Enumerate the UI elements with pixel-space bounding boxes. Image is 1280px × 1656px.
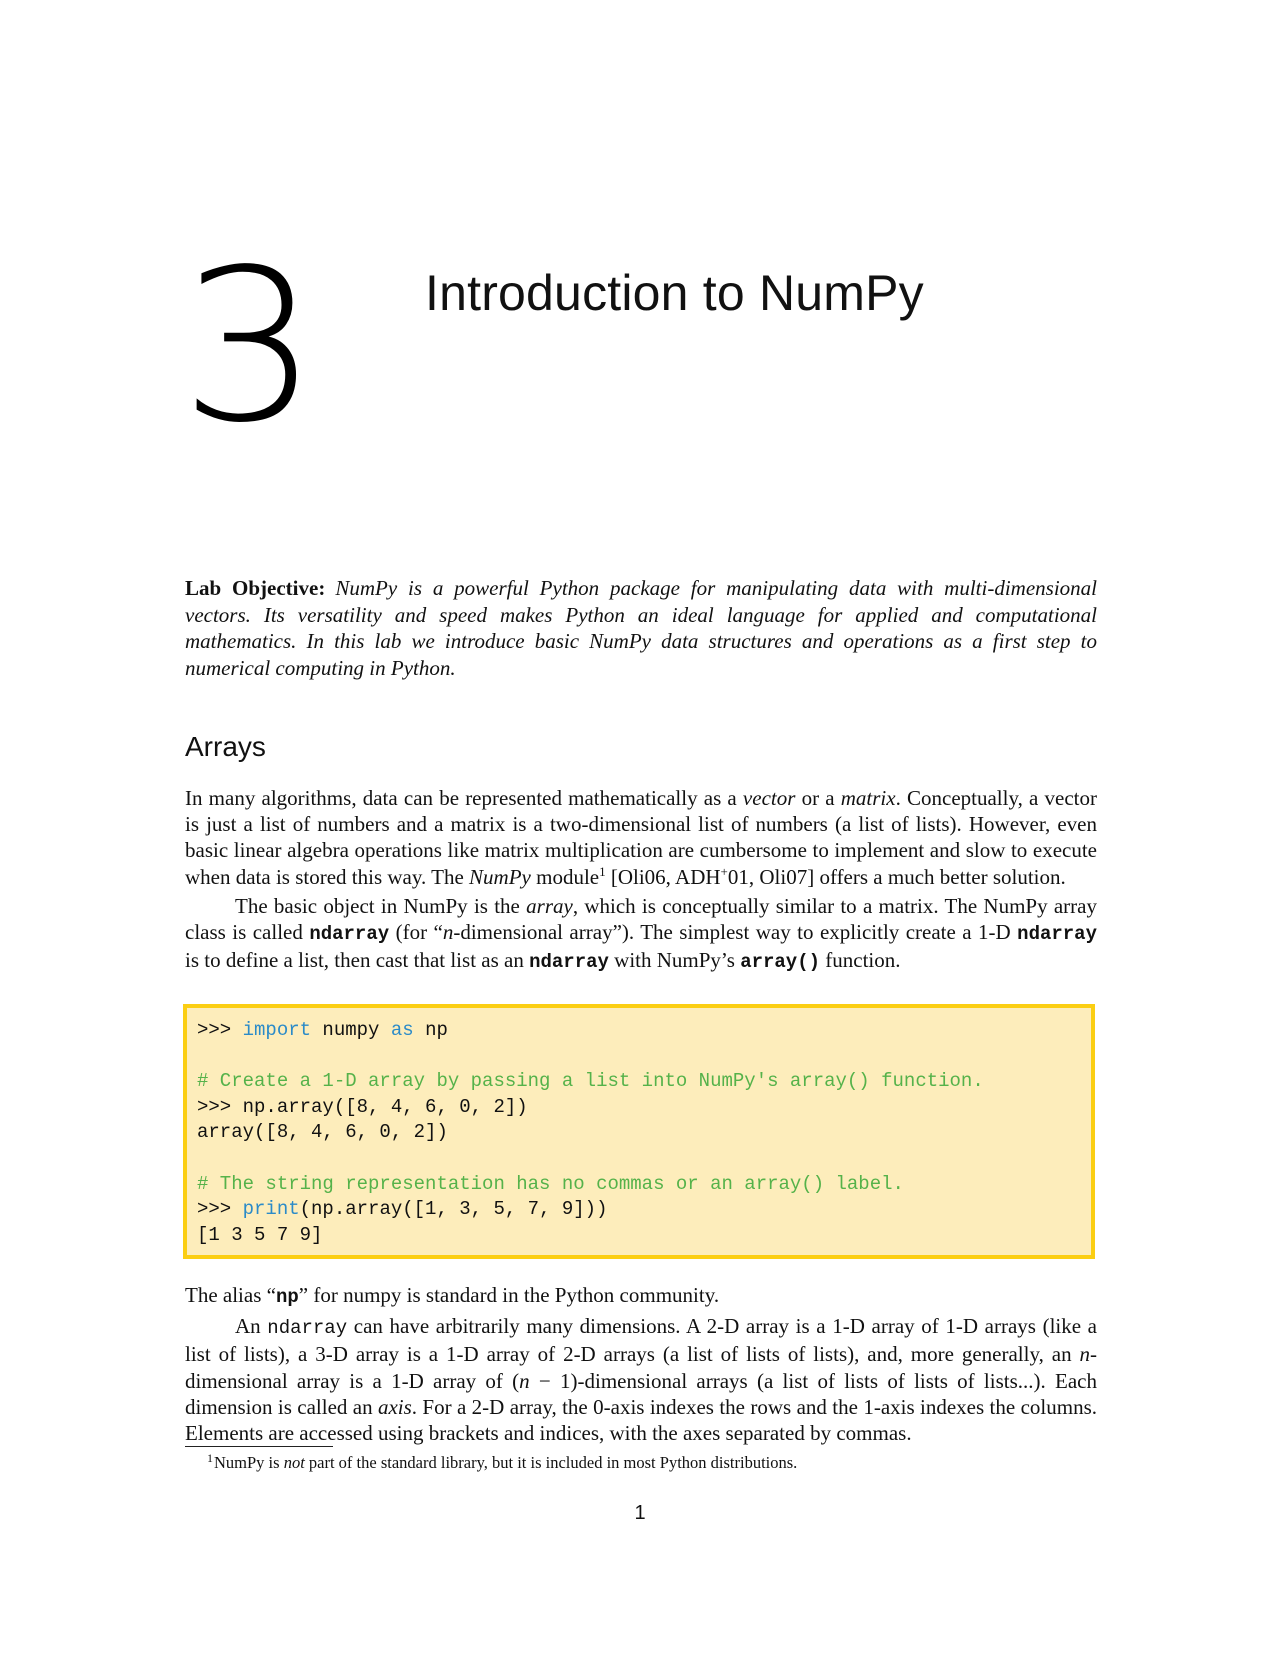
code-line-blank — [197, 1146, 1081, 1172]
text-run: -dimensional array is a 1-D array of ( — [185, 1342, 1097, 1393]
page-number: 1 — [634, 1502, 646, 1524]
citation-plus: + — [720, 863, 728, 879]
emphasis-not: not — [283, 1453, 305, 1472]
code-text: np — [413, 1019, 448, 1041]
code-line-blank — [197, 1044, 1081, 1070]
text-run: or a — [795, 786, 841, 810]
citation-text: [Oli06, ADH — [605, 864, 721, 889]
emphasis-n: n — [442, 920, 454, 945]
chapter-number: 3 — [180, 224, 319, 469]
inline-code-ndarray: ndarray — [267, 1317, 348, 1340]
emphasis-vector: vector — [742, 786, 796, 810]
code-comment: # Create a 1-D array by passing a list into NumPy's array() function. — [197, 1070, 984, 1093]
footnote-reference[interactable]: 1 — [599, 863, 606, 879]
emphasis-matrix: matrix — [840, 786, 896, 810]
section-heading-arrays: Arrays — [185, 731, 266, 762]
chapter-title: Introduction to NumPy — [425, 265, 924, 321]
inline-code-array-function: array() — [740, 951, 821, 974]
code-keyword-as: as — [390, 1019, 414, 1041]
footnote — [207, 1450, 798, 1473]
text-run: is to define a list, then cast that list as an — [185, 948, 530, 973]
text-run: − 1)-dimensional arrays (a list of lists of lists of lists...). Each dimension is called an — [185, 1368, 1097, 1419]
inline-code-ndarray: ndarray — [529, 951, 609, 974]
lab-objective — [185, 575, 1097, 681]
text-run: , which is conceptually similar to a matrix. The NumPy array class is called — [185, 893, 1097, 945]
text-run: The basic object in NumPy is the — [235, 893, 527, 918]
text-run: function. — [820, 948, 901, 973]
text-run: (for “ — [389, 920, 443, 945]
code-line — [197, 1197, 1081, 1223]
text-run: In many algorithms, data can be represented mathematically as a — [185, 786, 743, 810]
lab-objective-label: Lab Objective: — [185, 576, 326, 600]
text-run: with NumPy’s — [608, 948, 741, 973]
emphasis-axis: axis — [377, 1394, 412, 1419]
code-output: [1 3 5 7 9] — [197, 1223, 323, 1246]
code-prompt: >>> — [197, 1019, 243, 1041]
text-block-intro — [185, 785, 1097, 975]
paragraph-ndarray — [185, 893, 1097, 976]
text-run: . Conceptually, a vector is just a list of numbers and a matrix is a two-dimensional list of numbers (a list of lists). However, even basic linear algebra operations like matrix multiplication are cumbersome to implement and slow to execute when data is stored this way. The — [185, 786, 1097, 889]
code-keyword-print: print — [242, 1198, 300, 1221]
emphasis-numpy: NumPy — [469, 864, 531, 889]
footnote-divider — [185, 1446, 333, 1447]
code-comment: # The string representation has no commas or an array() label. — [197, 1172, 904, 1195]
code-line — [197, 1018, 1081, 1044]
inline-code-ndarray: ndarray — [1017, 923, 1097, 946]
text-run: module — [530, 864, 600, 889]
text-run: The alias “ — [185, 1283, 276, 1307]
code-prompt: >>> — [197, 1198, 243, 1221]
code-output: array([8, 4, 6, 0, 2]) — [197, 1121, 448, 1144]
text-run: ” for numpy is standard in the Python community. — [298, 1283, 720, 1307]
text-run: . For a 2-D array, the 0-axis indexes the rows and the 1-axis indexes the columns. Elements are accessed using brackets and indices, with the axes separated by commas. — [185, 1394, 1097, 1446]
code-text: (np.array([1, 3, 5, 7, 9])) — [299, 1198, 608, 1221]
text-run: -dimensional array”). The simplest way to explicitly create a 1-D — [453, 920, 1018, 945]
code-keyword-import: import — [242, 1019, 312, 1041]
paragraph-axes — [185, 1313, 1097, 1446]
footnote-text: NumPy is — [214, 1453, 284, 1472]
lab-objective-text: NumPy is a powerful Python package for manipulating data with multi-dimensional vectors. Its versatility and speed makes Python an ideal language for applied and computational mathematics. In this lab we introduce basic NumPy data structures and operations as a first step to numerical computing in Python. — [185, 576, 1097, 680]
text-run: An — [235, 1314, 268, 1339]
emphasis-n: n — [519, 1368, 530, 1393]
text-block-dimensions — [185, 1282, 1097, 1446]
inline-code-ndarray: ndarray — [309, 923, 390, 946]
text-run: can have arbitrarily many dimensions. A 2-D array is a 1-D array of 1-D arrays (like a list of lists), a 3-D array is a 1-D array of 2-D arrays (a list of lists of lists), and, more generally, an — [185, 1314, 1097, 1367]
paragraph-alias — [185, 1282, 1097, 1310]
text-run: 01, Oli07] offers a much better solution. — [727, 864, 1066, 889]
emphasis-n: n — [1079, 1342, 1090, 1367]
footnote-text: part of the standard library, but it is included in most Python distributions. — [304, 1453, 798, 1472]
code-listing — [183, 1004, 1095, 1259]
inline-code-np: np — [275, 1286, 299, 1308]
emphasis-array: array — [526, 893, 573, 918]
code-text: numpy — [311, 1019, 391, 1041]
footnote-mark: 1 — [207, 1450, 213, 1465]
code-line: >>> np.array([8, 4, 6, 0, 2]) — [197, 1095, 528, 1118]
paragraph-vectors-matrices — [185, 785, 1097, 890]
